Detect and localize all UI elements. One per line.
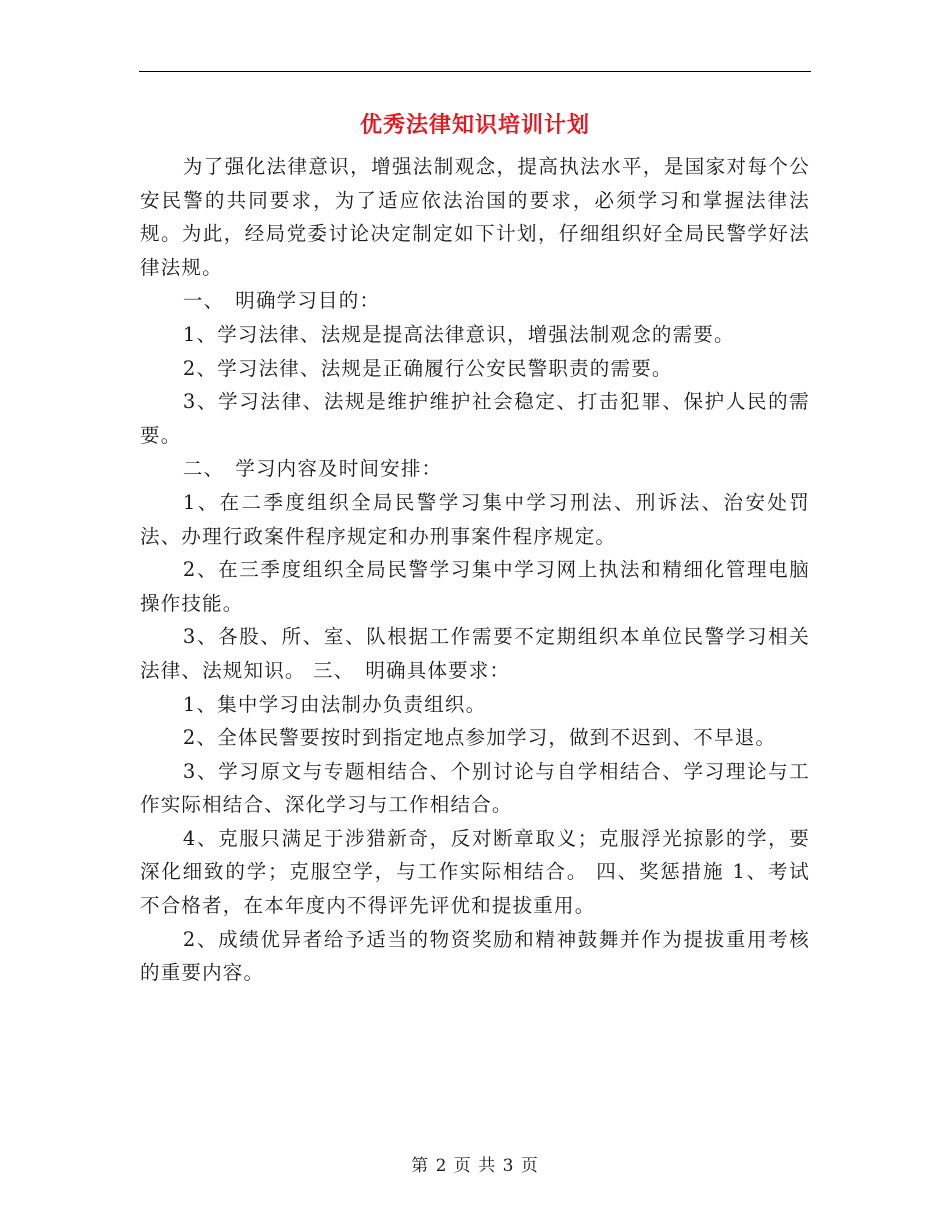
list-item: 1、在二季度组织全局民警学习集中学习刑法、刑诉法、治安处罚法、办理行政案件程序规定和办刑事案件程序规定。 <box>140 490 810 548</box>
paragraph: 为了强化法律意识，增强法制观念，提高执法水平，是国家对每个公安民警的共同要求，为了适应依法治国的要求，必须学习和掌握法律法规。为此，经局党委讨论决定制定如下计划，仔细组织好全局民警学好法律法规。 <box>140 155 810 279</box>
header-rule <box>139 71 811 72</box>
section-heading: 一、 明确学习目的： <box>182 289 381 313</box>
list-item: 2、成绩优异者给予适当的物资奖励和精神鼓舞并作为提拔重用考核的重要内容。 <box>140 927 810 985</box>
document-title: 优秀法律知识培训计划 <box>359 112 590 138</box>
list-item: 2、在三季度组织全局民警学习集中学习网上执法和精细化管理电脑操作技能。 <box>140 558 810 615</box>
list-item: 4、克服只满足于涉猎新奇，反对断章取义；克服浮光掠影的学，要深化细致的学；克服空学，与工作实际相结合。 四、奖惩措施 1、考试不合格者，在本年度内不得评先评优和提拔重用。 <box>140 826 810 918</box>
page-number-footer: 第 2 页 共 3 页 <box>411 1156 539 1176</box>
list-item: 3、学习原文与专题相结合、个别讨论与自学相结合、学习理论与工作实际相结合、深化学习与工作相结合。 <box>140 759 810 817</box>
list-item: 2、全体民警要按时到指定地点参加学习，做到不迟到、不早退。 <box>182 726 777 750</box>
list-item: 2、学习法律、法规是正确履行公安民警职责的需要。 <box>182 356 673 380</box>
list-item: 1、学习法律、法规是提高法律意识，增强法制观念的需要。 <box>182 322 735 346</box>
list-item: 3、各股、所、室、队根据工作需要不定期组织本单位民警学习相关法律、法规知识。 三、 明确具体要求： <box>140 625 810 682</box>
list-item: 1、集中学习由法制办负责组织。 <box>182 692 487 716</box>
document-body <box>140 150 810 990</box>
list-item: 3、学习法律、法规是维护维护社会稳定、打击犯罪、保护人民的需要。 <box>140 390 810 447</box>
section-heading: 二、 学习内容及时间安排： <box>182 457 443 481</box>
